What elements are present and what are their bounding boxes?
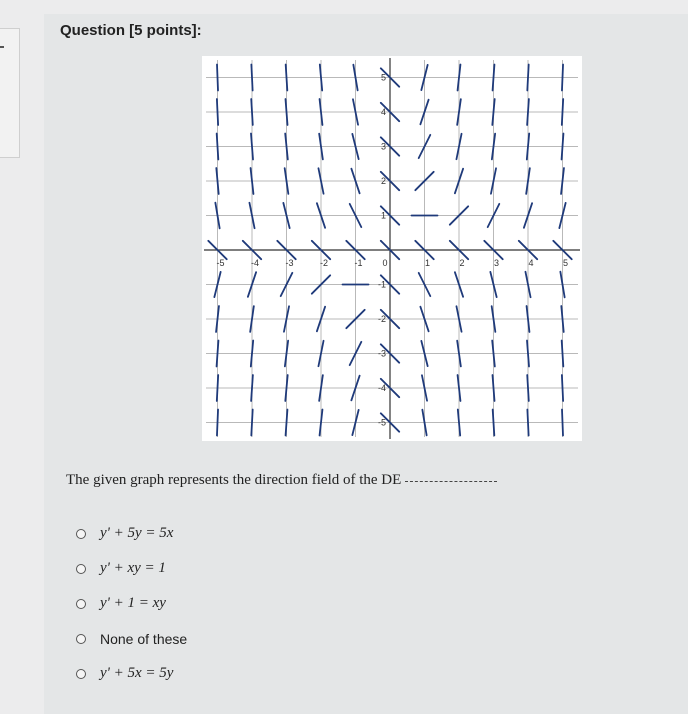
option-5[interactable] xyxy=(72,656,187,691)
y-tick-label: -5 xyxy=(377,417,386,428)
radio-button[interactable] xyxy=(76,564,86,574)
y-tick-label: -3 xyxy=(377,348,386,359)
direction-field-chart xyxy=(202,56,582,441)
x-tick-label: -5 xyxy=(216,258,225,268)
y-tick-label: -4 xyxy=(377,383,386,393)
prompt-text: The given graph represents the direction field of the DE xyxy=(66,472,402,488)
slope-segment xyxy=(251,65,252,91)
option-label: y' + 5y = 5x xyxy=(100,525,174,541)
slope-segment xyxy=(217,410,218,436)
y-tick-label: 4 xyxy=(380,107,386,117)
y-tick-label: 2 xyxy=(380,176,386,186)
y-tick-label: -2 xyxy=(377,314,386,324)
option-label: None of these xyxy=(100,630,188,647)
option-2[interactable] xyxy=(72,551,187,586)
y-tick-label: 1 xyxy=(380,210,386,221)
question-title: Question [5 points]: xyxy=(60,22,202,39)
slope-segment xyxy=(562,65,563,91)
x-tick-label: 0 xyxy=(382,258,388,268)
direction-field-svg xyxy=(202,56,582,441)
x-tick-label: 2 xyxy=(459,258,465,268)
x-tick-label: -3 xyxy=(285,258,294,268)
slope-segment xyxy=(562,410,563,436)
radio-button[interactable] xyxy=(76,634,86,644)
y-tick-label: 5 xyxy=(380,72,386,83)
y-tick-label: -1 xyxy=(377,279,386,290)
x-tick-label: 4 xyxy=(528,258,534,268)
option-label: y' + 1 = xy xyxy=(100,595,166,611)
y-tick-label: 3 xyxy=(380,141,386,152)
radio-button[interactable] xyxy=(76,529,86,539)
panel-edge-mark xyxy=(0,46,4,48)
slope-segment xyxy=(217,65,218,91)
x-tick-label: 5 xyxy=(562,258,569,268)
option-4[interactable] xyxy=(72,621,187,656)
radio-button[interactable] xyxy=(76,599,86,609)
x-tick-label: 3 xyxy=(493,258,500,268)
x-tick-label: -2 xyxy=(319,258,329,268)
question-prompt xyxy=(66,472,497,489)
option-1[interactable] xyxy=(72,516,187,551)
option-3[interactable] xyxy=(72,586,187,621)
x-tick-label: -4 xyxy=(250,258,260,268)
radio-button[interactable] xyxy=(76,669,86,679)
slope-segment xyxy=(527,410,528,436)
slope-segment xyxy=(562,375,563,401)
answer-options xyxy=(72,516,187,691)
x-tick-label: 1 xyxy=(424,258,431,268)
answer-blank xyxy=(405,480,497,482)
option-label: y' + xy = 1 xyxy=(100,560,166,576)
x-tick-label: -1 xyxy=(354,258,363,268)
slope-segment xyxy=(217,99,218,125)
option-label: y' + 5x = 5y xyxy=(100,665,174,681)
